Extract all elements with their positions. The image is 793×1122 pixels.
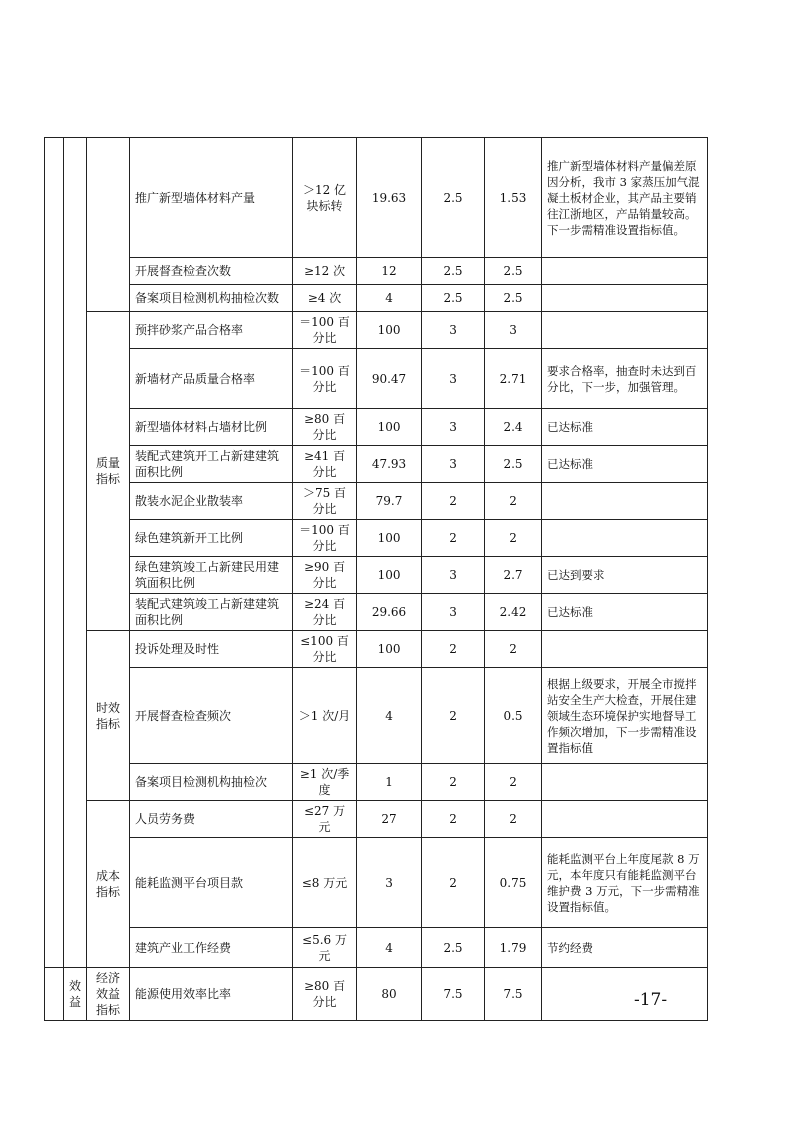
indicator-cell: 能耗监测平台项目款: [130, 838, 293, 928]
score-cell: 2.71: [485, 349, 542, 409]
indicator-cell: 人员劳务费: [130, 801, 293, 838]
actual-cell: 100: [357, 312, 422, 349]
note-cell: [542, 764, 708, 801]
table-row: [45, 764, 708, 801]
target-cell: ＝100 百分比: [293, 312, 357, 349]
actual-cell: 100: [357, 409, 422, 446]
table-row: [45, 349, 708, 409]
table-row: [45, 258, 708, 285]
score-cell: 2: [485, 801, 542, 838]
actual-cell: 100: [357, 631, 422, 668]
table-row: [45, 312, 708, 349]
indicator-cell: 装配式建筑竣工占新建建筑面积比例: [130, 594, 293, 631]
target-cell: ≥1 次/季度: [293, 764, 357, 801]
actual-cell: 1: [357, 764, 422, 801]
weight-cell: 2.5: [422, 258, 485, 285]
actual-cell: 90.47: [357, 349, 422, 409]
note-cell: 根据上级要求，开展全市搅拌站安全生产大检查，开展住建领域生态环境保护实地督导工作频次增加，下一步需精准设置指标值: [542, 668, 708, 764]
target-cell: ≥24 百分比: [293, 594, 357, 631]
page-number: -17-: [634, 990, 668, 1010]
target-cell: ＝100 百分比: [293, 520, 357, 557]
score-cell: 2: [485, 631, 542, 668]
actual-cell: 80: [357, 968, 422, 1021]
indicator-cell: 建筑产业工作经费: [130, 928, 293, 968]
target-cell: ≤8 万元: [293, 838, 357, 928]
weight-cell: 7.5: [422, 968, 485, 1021]
score-cell: 2: [485, 483, 542, 520]
note-cell: [542, 968, 708, 1021]
table-row: [45, 483, 708, 520]
score-cell: 2.5: [485, 258, 542, 285]
indicator-cell: 新墙材产品质量合格率: [130, 349, 293, 409]
note-cell: [542, 285, 708, 312]
indicator-cell: 绿色建筑新开工比例: [130, 520, 293, 557]
first-level-category-cell: [45, 138, 64, 968]
note-cell: 推广新型墙体材料产量偏差原因分析，我市 3 家蒸压加气混凝土板材企业，其产品主要销往江浙地区，产品销量较高。下一步需精准设置指标值。: [542, 138, 708, 258]
score-cell: 2.42: [485, 594, 542, 631]
note-cell: 已达标准: [542, 409, 708, 446]
actual-cell: 12: [357, 258, 422, 285]
note-cell: 已达标准: [542, 594, 708, 631]
actual-cell: 29.66: [357, 594, 422, 631]
indicator-cell: 开展督查检查次数: [130, 258, 293, 285]
target-cell: ≥90 百分比: [293, 557, 357, 594]
note-cell: 已达标准: [542, 446, 708, 483]
weight-cell: 2.5: [422, 138, 485, 258]
table-row: [45, 668, 708, 764]
note-cell: [542, 483, 708, 520]
score-cell: 7.5: [485, 968, 542, 1021]
score-cell: 0.75: [485, 838, 542, 928]
third-level-category-cell: [87, 138, 130, 312]
performance-table: [44, 137, 708, 1021]
category-timeliness: 时效指标: [87, 631, 130, 801]
category-economic: 经济效益指标: [87, 968, 130, 1021]
table-row: [45, 520, 708, 557]
table-row: [45, 594, 708, 631]
indicator-cell: 推广新型墙体材料产量: [130, 138, 293, 258]
weight-cell: 3: [422, 349, 485, 409]
actual-cell: 4: [357, 285, 422, 312]
category-benefit: 效益: [64, 968, 87, 1021]
score-cell: 0.5: [485, 668, 542, 764]
weight-cell: 3: [422, 312, 485, 349]
table-row: [45, 557, 708, 594]
weight-cell: 2: [422, 668, 485, 764]
indicator-cell: 绿色建筑竣工占新建民用建筑面积比例: [130, 557, 293, 594]
target-cell: ≥80 百分比: [293, 409, 357, 446]
category-quality: 质量指标: [87, 312, 130, 631]
table-row: [45, 446, 708, 483]
table-row: [45, 285, 708, 312]
score-cell: 2.5: [485, 285, 542, 312]
weight-cell: 3: [422, 446, 485, 483]
score-cell: 2: [485, 520, 542, 557]
weight-cell: 2: [422, 838, 485, 928]
weight-cell: 2: [422, 520, 485, 557]
actual-cell: 47.93: [357, 446, 422, 483]
target-cell: ＞75 百分比: [293, 483, 357, 520]
indicator-cell: 预拌砂浆产品合格率: [130, 312, 293, 349]
table-row: [45, 631, 708, 668]
actual-cell: 27: [357, 801, 422, 838]
table-row: [45, 968, 708, 1021]
weight-cell: 2.5: [422, 928, 485, 968]
target-cell: ≥4 次: [293, 285, 357, 312]
score-cell: 1.53: [485, 138, 542, 258]
weight-cell: 2.5: [422, 285, 485, 312]
category-cost: 成本指标: [87, 801, 130, 968]
weight-cell: 2: [422, 801, 485, 838]
score-cell: 2.4: [485, 409, 542, 446]
indicator-cell: 备案项目检测机构抽检次数: [130, 285, 293, 312]
score-cell: 2.5: [485, 446, 542, 483]
target-cell: ≤100 百分比: [293, 631, 357, 668]
indicator-cell: 开展督查检查频次: [130, 668, 293, 764]
score-cell: 2: [485, 764, 542, 801]
note-cell: [542, 801, 708, 838]
weight-cell: 2: [422, 631, 485, 668]
indicator-cell: 散装水泥企业散装率: [130, 483, 293, 520]
indicator-cell: 备案项目检测机构抽检次: [130, 764, 293, 801]
target-cell: ≥12 次: [293, 258, 357, 285]
note-cell: [542, 312, 708, 349]
score-cell: 3: [485, 312, 542, 349]
table-row: [45, 838, 708, 928]
actual-cell: 100: [357, 557, 422, 594]
note-cell: [542, 631, 708, 668]
note-cell: 能耗监测平台上年度尾款 8 万元，本年度只有能耗监测平台维护费 3 万元，下一步需精准设置指标值。: [542, 838, 708, 928]
table-row: [45, 801, 708, 838]
note-cell: 要求合格率，抽查时未达到百分比，下一步，加强管理。: [542, 349, 708, 409]
target-cell: ≤27 万元: [293, 801, 357, 838]
target-cell: ≥80 百分比: [293, 968, 357, 1021]
table-row: [45, 928, 708, 968]
weight-cell: 3: [422, 594, 485, 631]
note-cell: 已达到要求: [542, 557, 708, 594]
indicator-cell: 能源使用效率比率: [130, 968, 293, 1021]
note-cell: [542, 520, 708, 557]
indicator-cell: 装配式建筑开工占新建建筑面积比例: [130, 446, 293, 483]
note-cell: [542, 258, 708, 285]
actual-cell: 3: [357, 838, 422, 928]
indicator-cell: 投诉处理及时性: [130, 631, 293, 668]
score-cell: 1.79: [485, 928, 542, 968]
target-cell: ≥41 百分比: [293, 446, 357, 483]
weight-cell: 2: [422, 483, 485, 520]
table-row: [45, 409, 708, 446]
second-level-category-cell: [64, 138, 87, 968]
weight-cell: 3: [422, 409, 485, 446]
actual-cell: 19.63: [357, 138, 422, 258]
target-cell: ＝100 百分比: [293, 349, 357, 409]
actual-cell: 100: [357, 520, 422, 557]
target-cell: ＞12 亿块标转: [293, 138, 357, 258]
first-level-category-cell: [45, 968, 64, 1021]
table-row: [45, 138, 708, 258]
target-cell: ≤5.6 万元: [293, 928, 357, 968]
actual-cell: 79.7: [357, 483, 422, 520]
weight-cell: 3: [422, 557, 485, 594]
actual-cell: 4: [357, 928, 422, 968]
actual-cell: 4: [357, 668, 422, 764]
target-cell: ＞1 次/月: [293, 668, 357, 764]
weight-cell: 2: [422, 764, 485, 801]
score-cell: 2.7: [485, 557, 542, 594]
note-cell: 节约经费: [542, 928, 708, 968]
indicator-cell: 新型墙体材料占墙材比例: [130, 409, 293, 446]
